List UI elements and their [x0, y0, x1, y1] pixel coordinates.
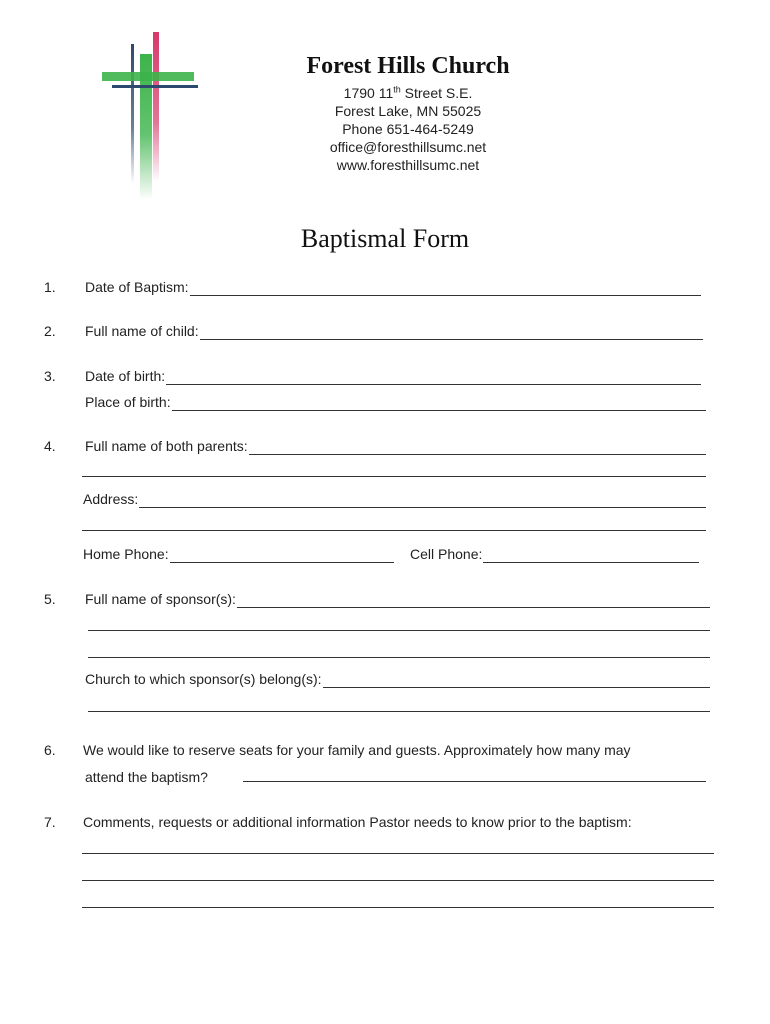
church-header — [258, 52, 558, 174]
place-of-birth-label: Place of birth: — [85, 394, 171, 410]
sponsor-name-field-3[interactable] — [88, 657, 710, 658]
sponsor-church-field-2[interactable] — [88, 711, 710, 712]
parents-name-label: Full name of both parents: — [85, 438, 248, 454]
sponsor-church-row — [85, 670, 710, 688]
cell-phone-field[interactable] — [483, 548, 699, 563]
item-number: 1. — [44, 279, 56, 295]
sponsor-name-field[interactable] — [237, 593, 710, 608]
seats-question-line2: attend the baptism? — [85, 769, 208, 785]
date-of-baptism-field[interactable] — [190, 281, 702, 296]
item-number: 4. — [44, 438, 56, 454]
church-city: Forest Lake, MN 55025 — [334, 103, 482, 119]
date-of-baptism-label: Date of Baptism: — [85, 279, 189, 295]
address-row — [83, 490, 706, 508]
seats-count-field[interactable] — [243, 781, 706, 782]
date-of-birth-field[interactable] — [166, 370, 701, 385]
address-field-2[interactable] — [82, 530, 706, 531]
home-phone-field[interactable] — [170, 548, 394, 563]
sponsor-church-label: Church to which sponsor(s) belong(s): — [85, 671, 322, 687]
child-name-field[interactable] — [200, 325, 703, 340]
child-name-label: Full name of child: — [85, 323, 199, 339]
church-name: Forest Hills Church — [306, 53, 510, 79]
church-street — [258, 84, 558, 102]
street-rest: Street S.E. — [400, 85, 473, 101]
address-label: Address: — [83, 491, 139, 507]
seats-question-line1: We would like to reserve seats for your family and guests. Approximately how many may — [83, 742, 631, 758]
item-number: 3. — [44, 368, 56, 384]
date-of-baptism-row — [85, 278, 701, 296]
place-of-birth-field[interactable] — [172, 396, 706, 411]
comments-field-2[interactable] — [82, 880, 714, 881]
comments-label: Comments, requests or additional information Pastor needs to know prior to the baptism: — [83, 814, 632, 830]
item-number: 5. — [44, 591, 56, 607]
child-name-row — [85, 322, 703, 340]
cell-phone-row — [410, 545, 699, 563]
street-suffix: th — [393, 84, 401, 95]
home-phone-row — [83, 545, 394, 563]
sponsor-name-field-2[interactable] — [88, 630, 710, 631]
item-number: 6. — [44, 742, 56, 758]
comments-field-1[interactable] — [82, 853, 714, 854]
cell-phone-label: Cell Phone: — [410, 546, 483, 562]
parents-name-field[interactable] — [249, 440, 706, 455]
comments-field-3[interactable] — [82, 907, 714, 908]
church-website[interactable]: www.foresthillsumc.net — [336, 157, 480, 173]
item-number: 2. — [44, 323, 56, 339]
form-title: Baptismal Form — [300, 224, 470, 253]
sponsor-name-row — [85, 590, 710, 608]
item-number: 7. — [44, 814, 56, 830]
date-of-birth-row — [85, 367, 701, 385]
church-phone: Phone 651-464-5249 — [342, 121, 474, 137]
sponsor-church-field[interactable] — [323, 673, 710, 688]
place-of-birth-row — [85, 393, 706, 411]
parents-name-row — [85, 437, 706, 455]
home-phone-label: Home Phone: — [83, 546, 169, 562]
parents-name-field-2[interactable] — [82, 476, 706, 477]
church-email[interactable]: office@foresthillsumc.net — [329, 139, 487, 155]
church-cross-logo — [98, 28, 206, 200]
sponsor-name-label: Full name of sponsor(s): — [85, 591, 236, 607]
street-number: 1790 11 — [343, 85, 394, 101]
address-field[interactable] — [139, 493, 706, 508]
date-of-birth-label: Date of birth: — [85, 368, 166, 384]
